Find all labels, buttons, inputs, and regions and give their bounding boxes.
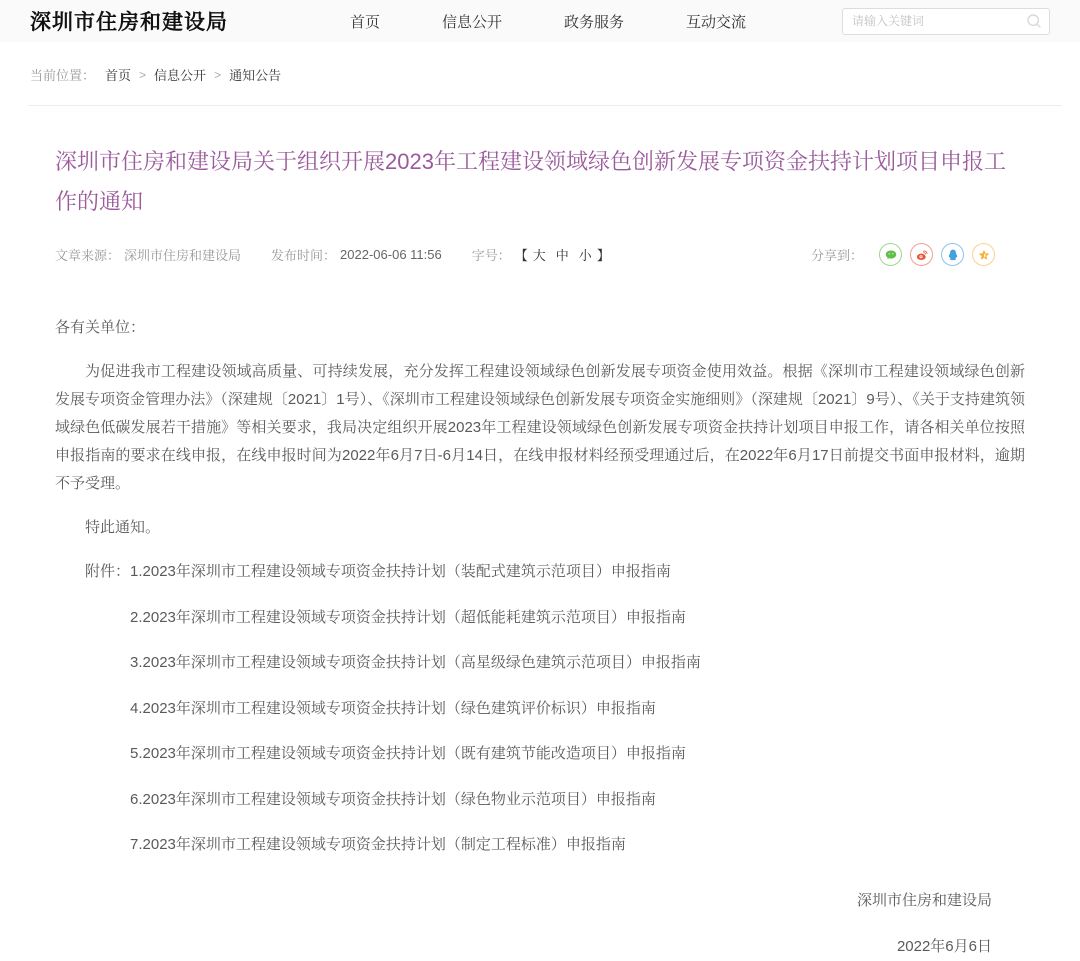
signature-org: 深圳市住房和建设局 <box>856 892 992 909</box>
breadcrumb-label: 当前位置： <box>30 68 96 83</box>
article-body <box>55 314 1025 961</box>
qq-share-icon[interactable] <box>941 243 964 266</box>
breadcrumb-home[interactable]: 首页 <box>105 68 132 83</box>
site-logo-title[interactable]: 深圳市住房和建设局 <box>30 11 228 34</box>
breadcrumb-info-disclosure[interactable]: 信息公开 <box>154 68 207 83</box>
search-input[interactable] <box>852 14 1026 28</box>
nav-government-services[interactable]: 政务服务 <box>564 13 625 31</box>
share-label: 分享到： <box>810 248 863 263</box>
article-meta-bar <box>55 243 1025 266</box>
main-paragraph: 为促进我市工程建设领域高质量、可持续发展，充分发挥工程建设领域绿色创新发展专项资金使用效益。根据《深圳市工程建设领域绿色创新发展专项资金管理办法》（深建规〔2021〕1号）、《深圳市工程建设领域绿色创新发展专项资金实施细则》（深建规〔2021〕9号）、《关于支持建筑领域绿色低碳发展若干措施》等相关要求，我局决定组织开展2023年工程建设领域绿色创新发展专项资金扶持计划项目申报工作，请各相关单位按照申报指南的要求在线申报，在线申报时间为2022年6月7日-6月14日，在线申报材料经预受理通过后，在2022年6月17日前提交书面申报材料，逾期不予受理。 <box>55 363 1025 492</box>
attachment-row <box>55 831 1025 859</box>
attachment-row <box>55 786 1025 814</box>
site-header <box>0 0 1080 42</box>
breadcrumb <box>0 42 1080 105</box>
article <box>0 106 1080 961</box>
fontsize-bracket-open: 【 <box>514 248 528 263</box>
publish-time-value: 2022-06-06 11:56 <box>340 247 442 262</box>
attachment-item-3: 3.2023年深圳市工程建设领域专项资金扶持计划（高星级绿色建筑示范项目）申报指南 <box>130 654 701 671</box>
breadcrumb-separator: > <box>214 67 222 82</box>
attachments-list <box>55 558 1025 859</box>
nav-interaction[interactable]: 互动交流 <box>686 13 747 31</box>
attachment-item-4: 4.2023年深圳市工程建设领域专项资金扶持计划（绿色建筑评价标识）申报指南 <box>130 699 656 717</box>
attachment-item-5: 5.2023年深圳市工程建设领域专项资金扶持计划（既有建筑节能改造项目）申报指南 <box>130 745 686 762</box>
fontsize-large-button[interactable]: 大 <box>532 248 546 263</box>
attachment-row <box>55 604 1025 632</box>
attachment-row <box>55 649 1025 677</box>
attachment-item-7: 7.2023年深圳市工程建设领域专项资金扶持计划（制定工程标准）申报指南 <box>130 836 626 853</box>
wechat-share-icon[interactable] <box>879 243 902 266</box>
signature-block <box>55 887 1025 961</box>
publish-time-label: 发布时间： <box>271 248 337 263</box>
attachment-item-6: 6.2023年深圳市工程建设领域专项资金扶持计划（绿色物业示范项目）申报指南 <box>130 790 656 808</box>
breadcrumb-notices[interactable]: 通知公告 <box>229 68 282 83</box>
weibo-share-icon[interactable] <box>910 243 933 266</box>
attachment-row <box>55 695 1025 723</box>
fontsize-label: 字号： <box>471 248 511 263</box>
nav-info-disclosure[interactable]: 信息公开 <box>442 13 503 31</box>
attachment-item-1: 1.2023年深圳市工程建设领域专项资金扶持计划（装配式建筑示范项目）申报指南 <box>130 563 671 580</box>
source-label: 文章来源： <box>55 248 121 263</box>
search-icon[interactable] <box>1026 13 1042 29</box>
signature-date: 2022年6月6日 <box>896 938 992 955</box>
attachments-label: 附件： <box>85 563 131 580</box>
attachment-item-2: 2.2023年深圳市工程建设领域专项资金扶持计划（超低能耗建筑示范项目）申报指南 <box>130 608 686 626</box>
fontsize-medium-button[interactable]: 中 <box>555 248 569 263</box>
attachment-row <box>55 740 1025 768</box>
breadcrumb-separator: > <box>139 67 147 82</box>
fontsize-small-button[interactable]: 小 <box>578 248 592 263</box>
qzone-star-share-icon[interactable] <box>972 243 995 266</box>
notice-line: 特此通知。 <box>85 519 161 536</box>
attachment-row <box>55 558 1025 586</box>
article-title: 深圳市住房和建设局关于组织开展2023年工程建设领域绿色创新发展专项资金扶持计划项目申报工作的通知 <box>55 149 1006 214</box>
main-nav <box>340 11 798 32</box>
salutation: 各有关单位： <box>55 319 146 336</box>
search-box <box>842 8 1050 35</box>
source-value: 深圳市住房和建设局 <box>124 248 242 263</box>
fontsize-switcher <box>515 245 610 264</box>
nav-home[interactable]: 首页 <box>350 13 381 31</box>
fontsize-bracket-close: 】 <box>596 248 610 263</box>
share-bar <box>811 243 995 266</box>
